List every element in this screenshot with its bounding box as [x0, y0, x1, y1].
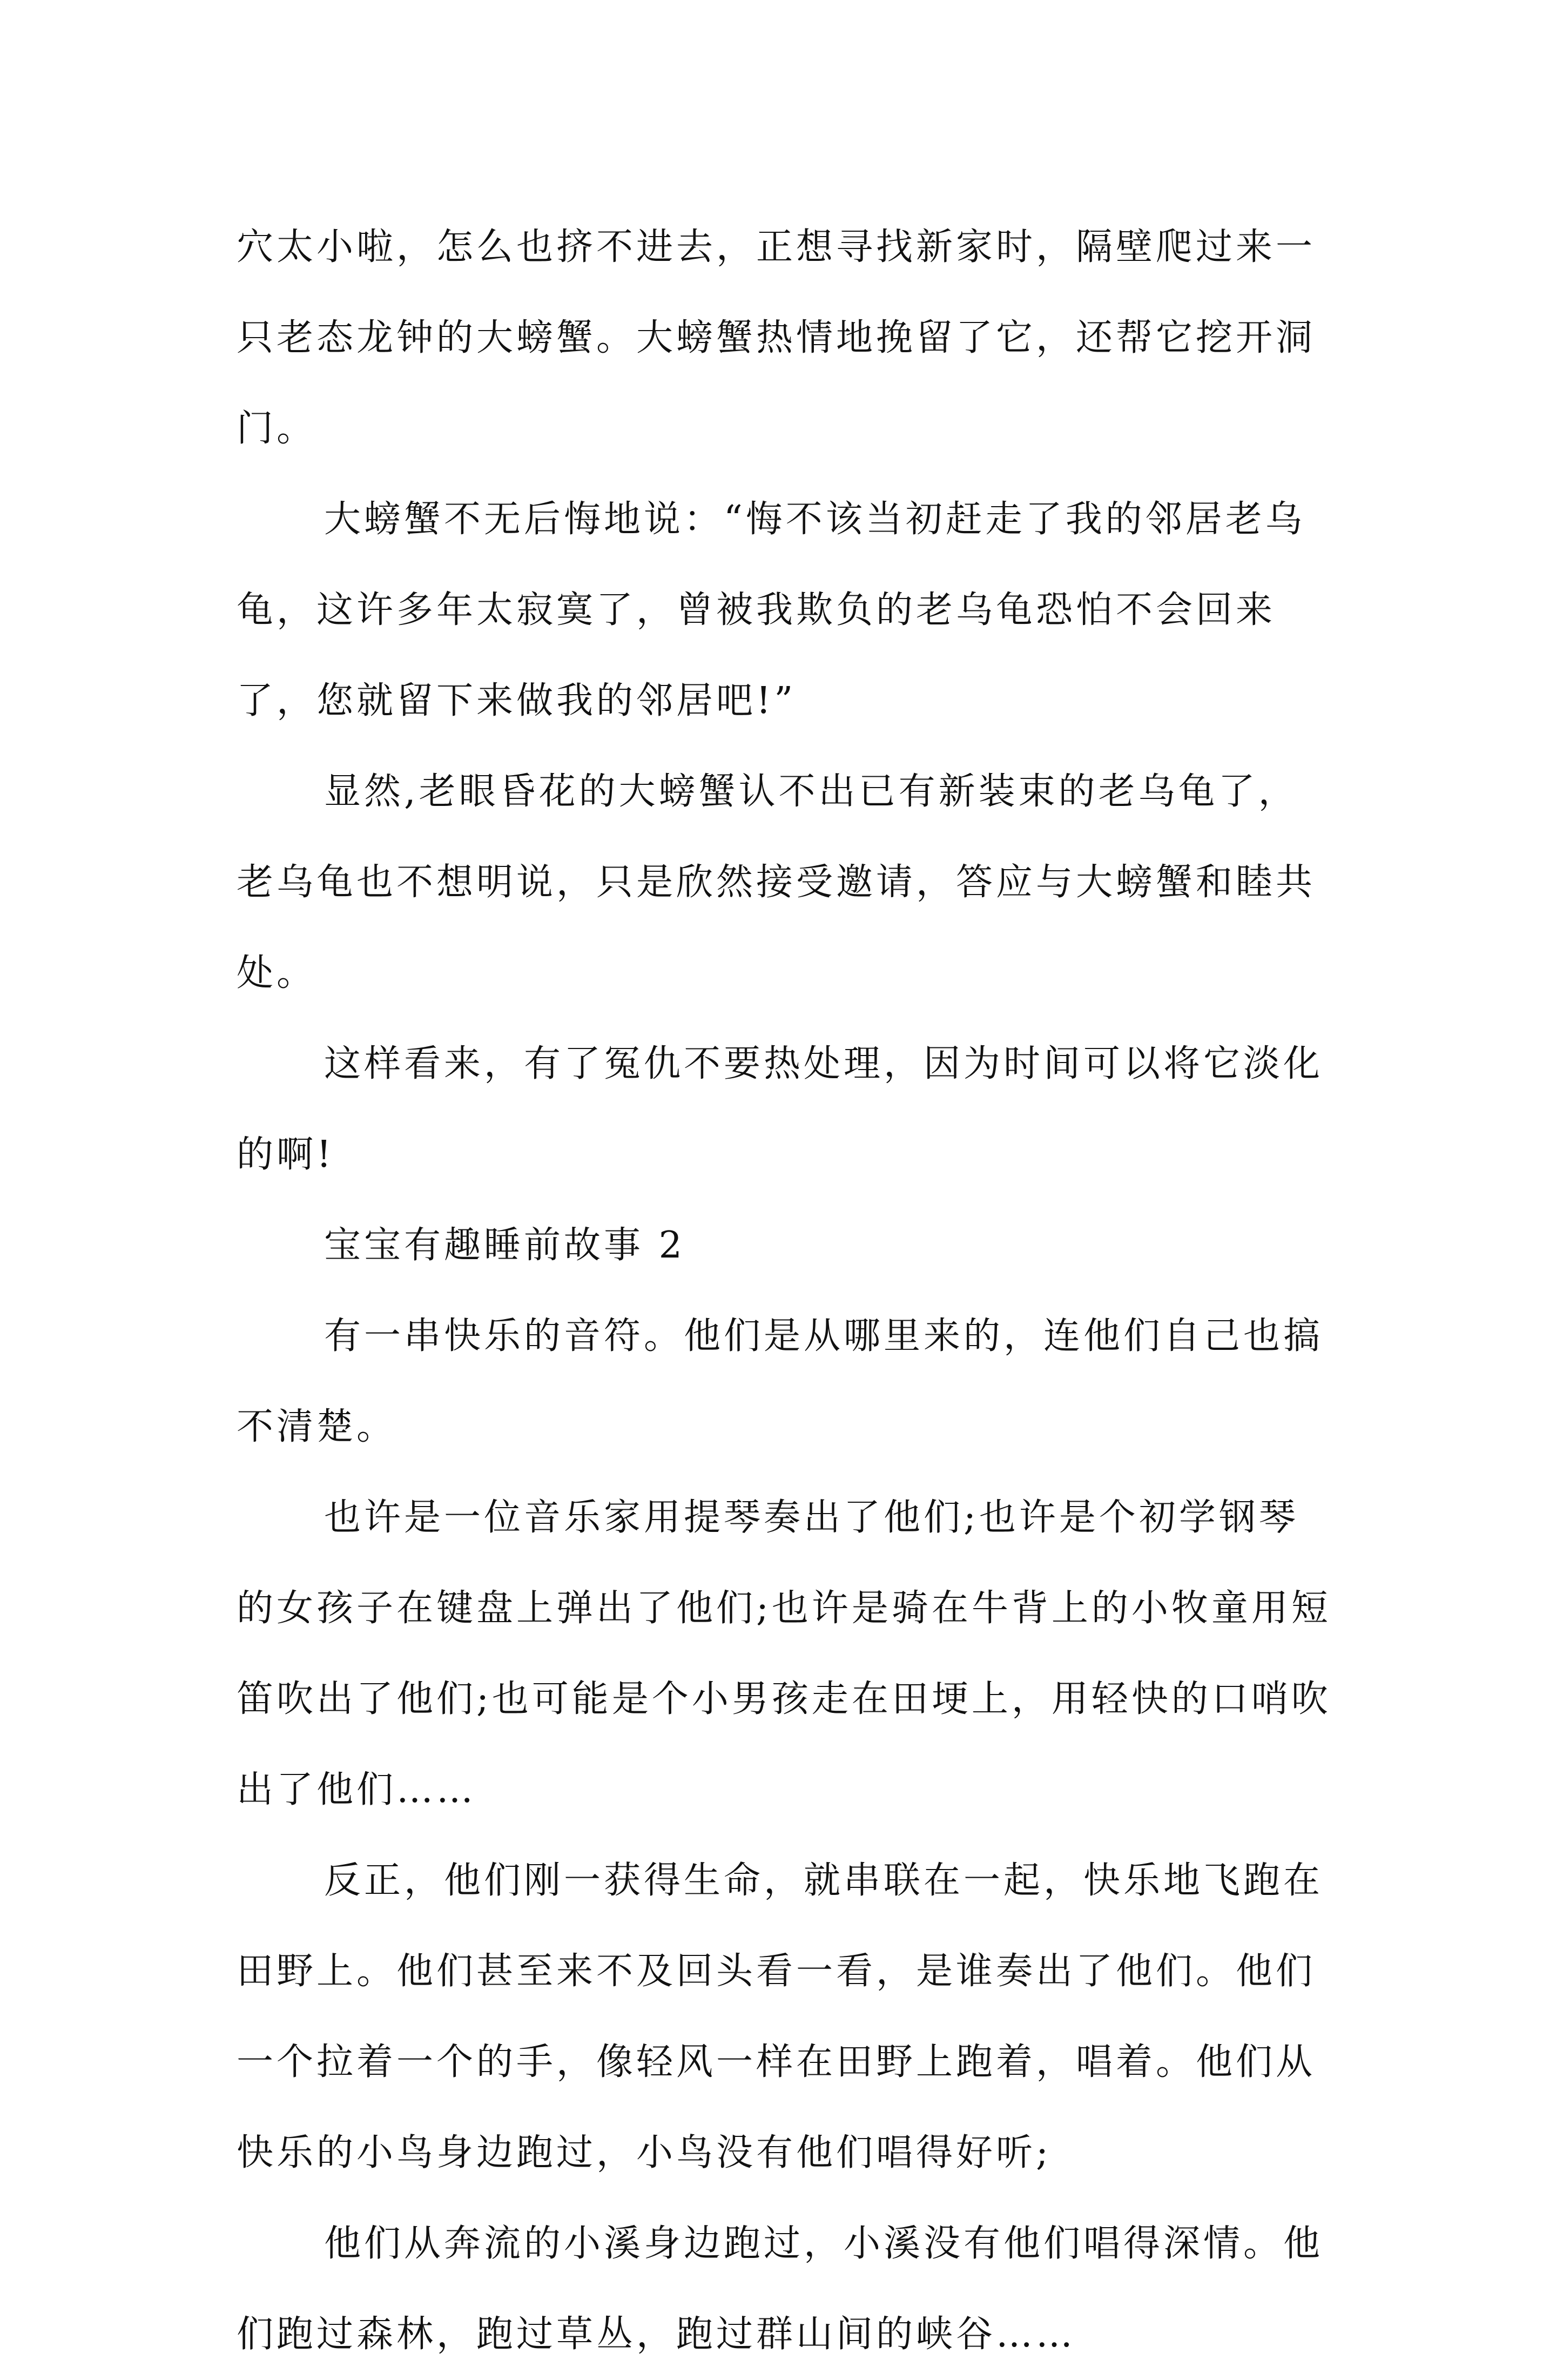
document-body	[237, 202, 1333, 2380]
paragraph: 有一串快乐的音符。他们是从哪里来的，连他们自己也搞不清楚。	[237, 1315, 1324, 1448]
paragraph: 穴太小啦，怎么也挤不进去，正想寻找新家时，隔壁爬过来一只老态龙钟的大螃蟹。大螃蟹热情地挽留了它，还帮它挖开洞门。	[237, 226, 1316, 450]
paragraph: 他们从奔流的小溪身边跑过，小溪没有他们唱得深情。他们跑过森林，跑过草丛，跑过群山间的峡谷……	[237, 2222, 1324, 2356]
section-heading: 宝宝有趣睡前故事 2	[324, 1224, 685, 1267]
paragraph: 反正，他们刚一获得生命，就串联在一起，快乐地飞跑在田野上。他们甚至来不及回头看一看，是谁奏出了他们。他们一个拉着一个的手，像轻风一样在田野上跑着，唱着。他们从快乐的小鸟身边跑过，小鸟没有他们唱得好听;	[237, 1859, 1324, 2174]
paragraph: 这样看来，有了冤仇不要热处理，因为时间可以将它淡化的啊!	[237, 1043, 1324, 1176]
paragraph: 也许是一位音乐家用提琴奏出了他们;也许是个初学钢琴的女孩子在键盘上弹出了他们;也许是骑在牛背上的小牧童用短笛吹出了他们;也可能是个小男孩走在田埂上，用轻快的口哨吹出了他们……	[237, 1496, 1331, 1811]
paragraph: 大螃蟹不无后悔地说：“悔不该当初赶走了我的邻居老乌龟，这许多年太寂寞了，曾被我欺负的老乌龟恐怕不会回来了，您就留下来做我的邻居吧!”	[237, 498, 1305, 722]
paragraph: 显然,老眼昏花的大螃蟹认不出已有新装束的老乌龟了，老乌龟也不想明说，只是欣然接受邀请，答应与大螃蟹和睦共处。	[237, 770, 1316, 994]
